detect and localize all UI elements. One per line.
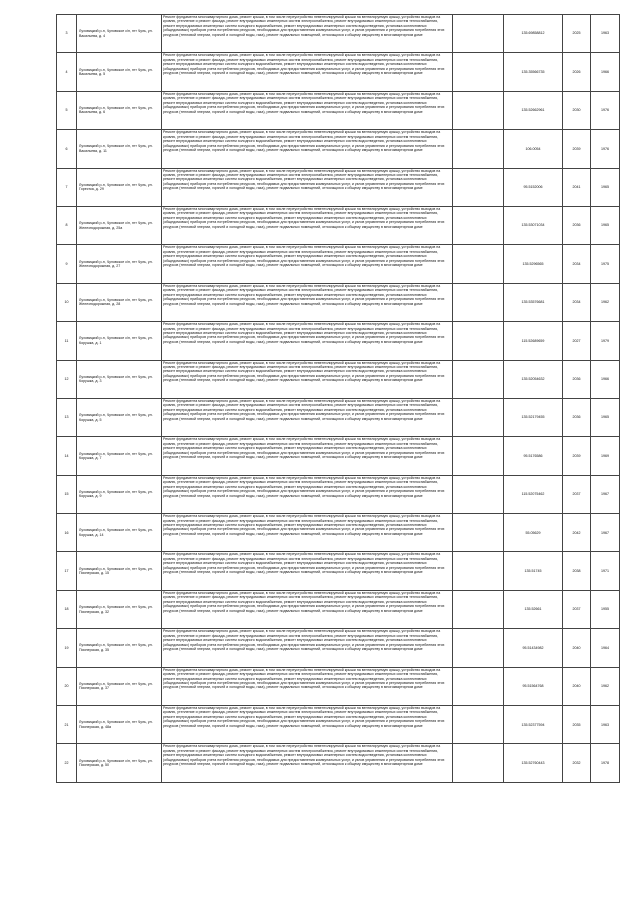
built-year-cell: 1966 (591, 360, 620, 398)
area-cell: 135.5296565 (504, 245, 563, 283)
empty-cell (453, 667, 504, 705)
table-row (57, 398, 620, 436)
table-row (57, 91, 620, 129)
empty-cell (453, 706, 504, 744)
address-cell: Луховицкий р-н, Чуловское с/п, пгт Чуль, ул. Пионерская, д. 35 (77, 629, 162, 667)
work-description-cell: Ремонт фундамента многоквартирного дома, ремонт крыши, в том числе переустройство невентилируемой крыши на вентилируемую крышу, устройство выходов на кровлю, утепление и ремонт фасада, ремонт внутридомовых инженерных систем электроснабжения, ремонт внутридомовых инженерных систем теплоснабжения, ремонт внутридомовых инженерных систем холодного водоснабжения, ремонт внутридомовых инженерных систем водоотведения, установка коллективных (общедомовых) приборов учета потребления ресурсов, необходимых для предоставления коммунальных услуг, и узлов управления и регулирования потребления этих ресурсов (тепловой энергии, горячей и холодной воды, газа), ремонт подвальных помещений, относящихся к общему имуществу в многоквартирном доме (162, 245, 453, 283)
planned-year-cell: 2036 (563, 398, 591, 436)
empty-cell (453, 744, 504, 782)
built-year-cell: 1965 (591, 398, 620, 436)
row-number: 13 (57, 398, 77, 436)
area-cell: 115.52075462 (504, 475, 563, 513)
area-cell: 95.51434982 (504, 629, 563, 667)
empty-cell (453, 322, 504, 360)
row-number: 19 (57, 629, 77, 667)
table-row (57, 322, 620, 360)
table-row (57, 514, 620, 552)
row-number: 9 (57, 245, 77, 283)
empty-cell (453, 475, 504, 513)
built-year-cell: 1978 (591, 744, 620, 782)
built-year-cell: 1955 (591, 590, 620, 628)
empty-cell (453, 590, 504, 628)
empty-cell (453, 15, 504, 53)
built-year-cell: 1966 (591, 53, 620, 91)
planned-year-cell: 2040 (563, 629, 591, 667)
address-cell: Луховицкий р-н, Чуловское с/п, пгт Чуль, ул. Корушка, д. 1 (77, 322, 162, 360)
area-cell: 135.52661 (504, 590, 563, 628)
area-cell: 135.51745 (504, 552, 563, 590)
area-cell: 115.52689659 (504, 322, 563, 360)
table-row (57, 283, 620, 321)
area-cell: 135.53071034 (504, 206, 563, 244)
built-year-cell: 1967 (591, 475, 620, 513)
address-cell: Луховицкий р-н, Чуловское с/п, пгт Чуль, ул. Васильева, д. 4 (77, 15, 162, 53)
work-description-cell: Ремонт фундамента многоквартирного дома, ремонт крыши, в том числе переустройство невентилируемой крыши на вентилируемую крышу, устройство выходов на кровлю, утепление и ремонт фасада, ремонт внутридомовых инженерных систем электроснабжения, ремонт внутридомовых инженерных систем теплоснабжения, ремонт внутридомовых инженерных систем холодного водоснабжения, ремонт внутридомовых инженерных систем водоотведения, установка коллективных (общедомовых) приборов учета потребления ресурсов, необходимых для предоставления коммунальных услуг, и узлов управления и регулирования потребления этих ресурсов (тепловой энергии, горячей и холодной воды, газа), ремонт подвальных помещений, относящихся к общему имуществу в многоквартирном доме (162, 629, 453, 667)
area-cell: 95.5152006 (504, 168, 563, 206)
address-cell: Луховицкий р-н, Чуловское с/п, пгт Чуль, ул. Пионерская, д. 48а (77, 706, 162, 744)
address-cell: Луховицкий р-н, Чуловское с/п, пгт Чуль, ул. Железнодорожная, д. 27 (77, 245, 162, 283)
table-row (57, 552, 620, 590)
row-number: 22 (57, 744, 77, 782)
address-cell: Луховицкий р-н, Чуловское с/п, пгт Чуль, ул. Железнодорожная, д. 25а (77, 206, 162, 244)
address-cell: Луховицкий р-н, Чуловское с/п, пгт Чуль, ул. Корушка, д. 3 (77, 360, 162, 398)
row-number: 16 (57, 514, 77, 552)
planned-year-cell: 2037 (563, 590, 591, 628)
row-number: 21 (57, 706, 77, 744)
built-year-cell: 1967 (591, 514, 620, 552)
address-cell: Луховицкий р-н, Чуловское с/п, пгт Чуль, ул. Пионерская, д. 15 (77, 552, 162, 590)
table-row (57, 475, 620, 513)
area-cell: 135.52054632 (504, 360, 563, 398)
planned-year-cell: 2037 (563, 475, 591, 513)
row-number: 5 (57, 91, 77, 129)
table-row (57, 437, 620, 475)
work-description-cell: Ремонт фундамента многоквартирного дома, ремонт крыши, в том числе переустройство невентилируемой крыши на вентилируемую крышу, устройство выходов на кровлю, утепление и ремонт фасада, ремонт внутридомовых инженерных систем электроснабжения, ремонт внутридомовых инженерных систем теплоснабжения, ремонт внутридомовых инженерных систем холодного водоснабжения, ремонт внутридомовых инженерных систем водоотведения, установка коллективных (общедомовых) приборов учета потребления ресурсов, необходимых для предоставления коммунальных услуг, и узлов управления и регулирования потребления этих ресурсов (тепловой энергии, горячей и холодной воды, газа), ремонт подвальных помещений, относящихся к общему имуществу в многоквартирном доме (162, 706, 453, 744)
table-row (57, 245, 620, 283)
address-cell: Луховицкий р-н, Чуловское с/п, пгт Чуль, ул. Железнодорожная, д. 28 (77, 283, 162, 321)
planned-year-cell: 2039 (563, 437, 591, 475)
address-cell: Луховицкий р-н, Чуловское с/п, пгт Чуль, ул. Пионерская, д. 37 (77, 667, 162, 705)
empty-cell (453, 552, 504, 590)
work-description-cell: Ремонт фундамента многоквартирного дома, ремонт крыши, в том числе переустройство невентилируемой крыши на вентилируемую крышу, устройство выходов на кровлю, утепление и ремонт фасада, ремонт внутридомовых инженерных систем электроснабжения, ремонт внутридомовых инженерных систем теплоснабжения, ремонт внутридомовых инженерных систем холодного водоснабжения, ремонт внутридомовых инженерных систем водоотведения, установка коллективных (общедомовых) приборов учета потребления ресурсов, необходимых для предоставления коммунальных услуг, и узлов управления и регулирования потребления этих ресурсов (тепловой энергии, горячей и холодной воды, газа), ремонт подвальных помещений, относящихся к общему имуществу в многоквартирном доме (162, 283, 453, 321)
built-year-cell: 1976 (591, 130, 620, 168)
address-cell: Луховицкий р-н, Чуловское с/п, пгт Чуль, ул. Васильева, д. 5 (77, 53, 162, 91)
work-description-cell: Ремонт фундамента многоквартирного дома, ремонт крыши, в том числе переустройство невентилируемой крыши на вентилируемую крышу, устройство выходов на кровлю, утепление и ремонт фасада, ремонт внутридомовых инженерных систем электроснабжения, ремонт внутридомовых инженерных систем теплоснабжения, ремонт внутридомовых инженерных систем холодного водоснабжения, ремонт внутридомовых инженерных систем водоотведения, установка коллективных (общедомовых) приборов учета потребления ресурсов, необходимых для предоставления коммунальных услуг, и узлов управления и регулирования потребления этих ресурсов (тепловой энергии, горячей и холодной воды, газа), ремонт подвальных помещений, относящихся к общему имуществу в многоквартирном доме (162, 667, 453, 705)
row-number: 12 (57, 360, 77, 398)
area-cell: 95.5176586 (504, 437, 563, 475)
work-description-cell: Ремонт фундамента многоквартирного дома, ремонт крыши, в том числе переустройство невентилируемой крыши на вентилируемую крышу, устройство выходов на кровлю, утепление и ремонт фасада, ремонт внутридомовых инженерных систем электроснабжения, ремонт внутридомовых инженерных систем теплоснабжения, ремонт внутридомовых инженерных систем холодного водоснабжения, ремонт внутридомовых инженерных систем водоотведения, установка коллективных (общедомовых) приборов учета потребления ресурсов, необходимых для предоставления коммунальных услуг, и узлов управления и регулирования потребления этих ресурсов (тепловой энергии, горячей и холодной воды, газа), ремонт подвальных помещений, относящихся к общему имуществу в многоквартирном доме (162, 514, 453, 552)
row-number: 17 (57, 552, 77, 590)
empty-cell (453, 629, 504, 667)
table-row (57, 206, 620, 244)
table-row (57, 667, 620, 705)
table-row (57, 15, 620, 53)
row-number: 6 (57, 130, 77, 168)
address-cell: Луховицкий р-н, Чуловское с/п, пгт Чуль, ул. Корушка, д. 9 (77, 475, 162, 513)
work-description-cell: Ремонт фундамента многоквартирного дома, ремонт крыши, в том числе переустройство невентилируемой крыши на вентилируемую крышу, устройство выходов на кровлю, утепление и ремонт фасада, ремонт внутридомовых инженерных систем электроснабжения, ремонт внутридомовых инженерных систем теплоснабжения, ремонт внутридомовых инженерных систем холодного водоснабжения, ремонт внутридомовых инженерных систем водоотведения, установка коллективных (общедомовых) приборов учета потребления ресурсов, необходимых для предоставления коммунальных услуг, и узлов управления и регулирования потребления этих ресурсов (тепловой энергии, горячей и холодной воды, газа), ремонт подвальных помещений, относящихся к общему имуществу в многоквартирном доме (162, 130, 453, 168)
built-year-cell: 1964 (591, 629, 620, 667)
document-page (56, 14, 609, 783)
work-description-cell: Ремонт фундамента многоквартирного дома, ремонт крыши, в том числе переустройство невентилируемой крыши на вентилируемую крышу, устройство выходов на кровлю, утепление и ремонт фасада, ремонт внутридомовых инженерных систем электроснабжения, ремонт внутридомовых инженерных систем теплоснабжения, ремонт внутридомовых инженерных систем холодного водоснабжения, ремонт внутридомовых инженерных систем водоотведения, установка коллективных (общедомовых) приборов учета потребления ресурсов, необходимых для предоставления коммунальных услуг, и узлов управления и регулирования потребления этих ресурсов (тепловой энергии, горячей и холодной воды, газа), ремонт подвальных помещений, относящихся к общему имуществу в многоквартирном доме (162, 398, 453, 436)
planned-year-cell: 2025 (563, 15, 591, 53)
planned-year-cell: 2027 (563, 322, 591, 360)
planned-year-cell: 2036 (563, 206, 591, 244)
work-description-cell: Ремонт фундамента многоквартирного дома, ремонт крыши, в том числе переустройство невентилируемой крыши на вентилируемую крышу, устройство выходов на кровлю, утепление и ремонт фасада, ремонт внутридомовых инженерных систем электроснабжения, ремонт внутридомовых инженерных систем теплоснабжения, ремонт внутридомовых инженерных систем холодного водоснабжения, ремонт внутридомовых инженерных систем водоотведения, установка коллективных (общедомовых) приборов учета потребления ресурсов, необходимых для предоставления коммунальных услуг, и узлов управления и регулирования потребления этих ресурсов (тепловой энергии, горячей и холодной воды, газа), ремонт подвальных помещений, относящихся к общему имуществу в многоквартирном доме (162, 168, 453, 206)
work-description-cell: Ремонт фундамента многоквартирного дома, ремонт крыши, в том числе переустройство невентилируемой крыши на вентилируемую крышу, устройство выходов на кровлю, утепление и ремонт фасада, ремонт внутридомовых инженерных систем электроснабжения, ремонт внутридомовых инженерных систем теплоснабжения, ремонт внутридомовых инженерных систем холодного водоснабжения, ремонт внутридомовых инженерных систем водоотведения, установка коллективных (общедомовых) приборов учета потребления ресурсов, необходимых для предоставления коммунальных услуг, и узлов управления и регулирования потребления этих ресурсов (тепловой энергии, горячей и холодной воды, газа), ремонт подвальных помещений, относящихся к общему имуществу в многоквартирном доме (162, 552, 453, 590)
built-year-cell: 1965 (591, 206, 620, 244)
table-row (57, 629, 620, 667)
area-cell: 135.52179455 (504, 398, 563, 436)
built-year-cell: 1963 (591, 706, 620, 744)
address-cell: Луховицкий р-н, Чуловское с/п, пгт Чуль, ул. Пионерская, д. 50 (77, 744, 162, 782)
table-row (57, 360, 620, 398)
work-description-cell: Ремонт фундамента многоквартирного дома, ремонт крыши, в том числе переустройство невентилируемой крыши на вентилируемую крышу, устройство выходов на кровлю, утепление и ремонт фасада, ремонт внутридомовых инженерных систем электроснабжения, ремонт внутридомовых инженерных систем теплоснабжения, ремонт внутридомовых инженерных систем холодного водоснабжения, ремонт внутридомовых инженерных систем водоотведения, установка коллективных (общедомовых) приборов учета потребления ресурсов, необходимых для предоставления коммунальных услуг, и узлов управления и регулирования потребления этих ресурсов (тепловой энергии, горячей и холодной воды, газа), ремонт подвальных помещений, относящихся к общему имуществу в многоквартирном доме (162, 590, 453, 628)
repair-schedule-table (56, 14, 620, 783)
built-year-cell: 1962 (591, 283, 620, 321)
empty-cell (453, 168, 504, 206)
area-cell: 135.52662961 (504, 91, 563, 129)
empty-cell (453, 245, 504, 283)
empty-cell (453, 91, 504, 129)
table-row (57, 744, 620, 782)
empty-cell (453, 437, 504, 475)
built-year-cell: 1962 (591, 667, 620, 705)
work-description-cell: Ремонт фундамента многоквартирного дома, ремонт крыши, в том числе переустройство невентилируемой крыши на вентилируемую крышу, устройство выходов на кровлю, утепление и ремонт фасада, ремонт внутридомовых инженерных систем электроснабжения, ремонт внутридомовых инженерных систем теплоснабжения, ремонт внутридомовых инженерных систем холодного водоснабжения, ремонт внутридомовых инженерных систем водоотведения, установка коллективных (общедомовых) приборов учета потребления ресурсов, необходимых для предоставления коммунальных услуг, и узлов управления и регулирования потребления этих ресурсов (тепловой энергии, горячей и холодной воды, газа), ремонт подвальных помещений, относящихся к общему имуществу в многоквартирном доме (162, 360, 453, 398)
row-number: 8 (57, 206, 77, 244)
area-cell: 135.52377594 (504, 706, 563, 744)
area-cell: 135.53576681 (504, 283, 563, 321)
planned-year-cell: 2036 (563, 360, 591, 398)
address-cell: Луховицкий р-н, Чуловское с/п, пгт Чуль, ул. Корушка, д. 7 (77, 437, 162, 475)
empty-cell (453, 130, 504, 168)
planned-year-cell: 2032 (563, 744, 591, 782)
built-year-cell: 1969 (591, 437, 620, 475)
empty-cell (453, 283, 504, 321)
table-body (57, 15, 620, 783)
area-cell: 135.69858812 (504, 15, 563, 53)
table-row (57, 590, 620, 628)
table-row (57, 53, 620, 91)
built-year-cell: 1975 (591, 245, 620, 283)
row-number: 7 (57, 168, 77, 206)
planned-year-cell: 2030 (563, 91, 591, 129)
work-description-cell: Ремонт фундамента многоквартирного дома, ремонт крыши, в том числе переустройство невентилируемой крыши на вентилируемую крышу, устройство выходов на кровлю, утепление и ремонт фасада, ремонт внутридомовых инженерных систем электроснабжения, ремонт внутридомовых инженерных систем теплоснабжения, ремонт внутридомовых инженерных систем холодного водоснабжения, ремонт внутридомовых инженерных систем водоотведения, установка коллективных (общедомовых) приборов учета потребления ресурсов, необходимых для предоставления коммунальных услуг, и узлов управления и регулирования потребления этих ресурсов (тепловой энергии, горячей и холодной воды, газа), ремонт подвальных помещений, относящихся к общему имуществу в многоквартирном доме (162, 91, 453, 129)
row-number: 3 (57, 15, 77, 53)
row-number: 4 (57, 53, 77, 91)
built-year-cell: 1963 (591, 15, 620, 53)
address-cell: Луховицкий р-н, Чуловское с/п, пгт Чуль, ул. Горестка, д. 29 (77, 168, 162, 206)
planned-year-cell: 2042 (563, 514, 591, 552)
row-number: 18 (57, 590, 77, 628)
row-number: 14 (57, 437, 77, 475)
empty-cell (453, 398, 504, 436)
empty-cell (453, 53, 504, 91)
planned-year-cell: 2026 (563, 53, 591, 91)
work-description-cell: Ремонт фундамента многоквартирного дома, ремонт крыши, в том числе переустройство невентилируемой крыши на вентилируемую крышу, устройство выходов на кровлю, утепление и ремонт фасада, ремонт внутридомовых инженерных систем электроснабжения, ремонт внутридомовых инженерных систем теплоснабжения, ремонт внутридомовых инженерных систем холодного водоснабжения, ремонт внутридомовых инженерных систем водоотведения, установка коллективных (общедомовых) приборов учета потребления ресурсов, необходимых для предоставления коммунальных услуг, и узлов управления и регулирования потребления этих ресурсов (тепловой энергии, горячей и холодной воды, газа), ремонт подвальных помещений, относящихся к общему имуществу в многоквартирном доме (162, 322, 453, 360)
area-cell: 95.51564768 (504, 667, 563, 705)
planned-year-cell: 2034 (563, 245, 591, 283)
address-cell: Луховицкий р-н, Чуловское с/п, пгт Чуль, ул. Корушка, д. 5 (77, 398, 162, 436)
work-description-cell: Ремонт фундамента многоквартирного дома, ремонт крыши, в том числе переустройство невентилируемой крыши на вентилируемую крышу, устройство выходов на кровлю, утепление и ремонт фасада, ремонт внутридомовых инженерных систем электроснабжения, ремонт внутридомовых инженерных систем теплоснабжения, ремонт внутридомовых инженерных систем холодного водоснабжения, ремонт внутридомовых инженерных систем водоотведения, установка коллективных (общедомовых) приборов учета потребления ресурсов, необходимых для предоставления коммунальных услуг, и узлов управления и регулирования потребления этих ресурсов (тепловой энергии, горячей и холодной воды, газа), ремонт подвальных помещений, относящихся к общему имуществу в многоквартирном доме (162, 53, 453, 91)
empty-cell (453, 514, 504, 552)
built-year-cell: 1979 (591, 322, 620, 360)
planned-year-cell: 2038 (563, 552, 591, 590)
address-cell: Луховицкий р-н, Чуловское с/п, пгт Чуль, ул. Васильева, д. 6 (77, 91, 162, 129)
work-description-cell: Ремонт фундамента многоквартирного дома, ремонт крыши, в том числе переустройство невентилируемой крыши на вентилируемую крышу, устройство выходов на кровлю, утепление и ремонт фасада, ремонт внутридомовых инженерных систем электроснабжения, ремонт внутридомовых инженерных систем теплоснабжения, ремонт внутридомовых инженерных систем холодного водоснабжения, ремонт внутридомовых инженерных систем водоотведения, установка коллективных (общедомовых) приборов учета потребления ресурсов, необходимых для предоставления коммунальных услуг, и узлов управления и регулирования потребления этих ресурсов (тепловой энергии, горячей и холодной воды, газа), ремонт подвальных помещений, относящихся к общему имуществу в многоквартирном доме (162, 437, 453, 475)
row-number: 20 (57, 667, 77, 705)
area-cell: 135.35566735 (504, 53, 563, 91)
built-year-cell: 1971 (591, 552, 620, 590)
planned-year-cell: 2035 (563, 706, 591, 744)
work-description-cell: Ремонт фундамента многоквартирного дома, ремонт крыши, в том числе переустройство невентилируемой крыши на вентилируемую крышу, устройство выходов на кровлю, утепление и ремонт фасада, ремонт внутридомовых инженерных систем электроснабжения, ремонт внутридомовых инженерных систем теплоснабжения, ремонт внутридомовых инженерных систем холодного водоснабжения, ремонт внутридомовых инженерных систем водоотведения, установка коллективных (общедомовых) приборов учета потребления ресурсов, необходимых для предоставления коммунальных услуг, и узлов управления и регулирования потребления этих ресурсов (тепловой энергии, горячей и холодной воды, газа), ремонт подвальных помещений, относящихся к общему имуществу в многоквартирном доме (162, 475, 453, 513)
planned-year-cell: 2041 (563, 168, 591, 206)
address-cell: Луховицкий р-н, Чуловское с/п, пгт Чуль, ул. Пионерская, д. 32 (77, 590, 162, 628)
planned-year-cell: 2039 (563, 130, 591, 168)
area-cell: 135.52760443 (504, 744, 563, 782)
area-cell: 106.0054 (504, 130, 563, 168)
planned-year-cell: 2040 (563, 667, 591, 705)
planned-year-cell: 2034 (563, 283, 591, 321)
work-description-cell: Ремонт фундамента многоквартирного дома, ремонт крыши, в том числе переустройство невентилируемой крыши на вентилируемую крышу, устройство выходов на кровлю, утепление и ремонт фасада, ремонт внутридомовых инженерных систем электроснабжения, ремонт внутридомовых инженерных систем теплоснабжения, ремонт внутридомовых инженерных систем холодного водоснабжения, ремонт внутридомовых инженерных систем водоотведения, установка коллективных (общедомовых) приборов учета потребления ресурсов, необходимых для предоставления коммунальных услуг, и узлов управления и регулирования потребления этих ресурсов (тепловой энергии, горячей и холодной воды, газа), ремонт подвальных помещений, относящихся к общему имуществу в многоквартирном доме (162, 206, 453, 244)
row-number: 15 (57, 475, 77, 513)
row-number: 11 (57, 322, 77, 360)
address-cell: Луховицкий р-н, Чуловское с/п, пгт Чуль, ул. Корушка, д. 14 (77, 514, 162, 552)
table-row (57, 168, 620, 206)
area-cell: 55.05629 (504, 514, 563, 552)
built-year-cell: 1976 (591, 91, 620, 129)
table-row (57, 706, 620, 744)
work-description-cell: Ремонт фундамента многоквартирного дома, ремонт крыши, в том числе переустройство невентилируемой крыши на вентилируемую крышу, устройство выходов на кровлю, утепление и ремонт фасада, ремонт внутридомовых инженерных систем электроснабжения, ремонт внутридомовых инженерных систем теплоснабжения, ремонт внутридомовых инженерных систем холодного водоснабжения, ремонт внутридомовых инженерных систем водоотведения, установка коллективных (общедомовых) приборов учета потребления ресурсов, необходимых для предоставления коммунальных услуг, и узлов управления и регулирования потребления этих ресурсов (тепловой энергии, горячей и холодной воды, газа), ремонт подвальных помещений, относящихся к общему имуществу в многоквартирном доме (162, 744, 453, 782)
address-cell: Луховицкий р-н, Чуловское с/п, пгт Чуль, ул. Васильева, д. 11 (77, 130, 162, 168)
empty-cell (453, 206, 504, 244)
row-number: 10 (57, 283, 77, 321)
work-description-cell: Ремонт фундамента многоквартирного дома, ремонт крыши, в том числе переустройство невентилируемой крыши на вентилируемую крышу, устройство выходов на кровлю, утепление и ремонт фасада, ремонт внутридомовых инженерных систем электроснабжения, ремонт внутридомовых инженерных систем теплоснабжения, ремонт внутридомовых инженерных систем холодного водоснабжения, ремонт внутридомовых инженерных систем водоотведения, установка коллективных (общедомовых) приборов учета потребления ресурсов, необходимых для предоставления коммунальных услуг, и узлов управления и регулирования потребления этих ресурсов (тепловой энергии, горячей и холодной воды, газа), ремонт подвальных помещений, относящихся к общему имуществу в многоквартирном доме (162, 15, 453, 53)
empty-cell (453, 360, 504, 398)
table-row (57, 130, 620, 168)
built-year-cell: 1965 (591, 168, 620, 206)
